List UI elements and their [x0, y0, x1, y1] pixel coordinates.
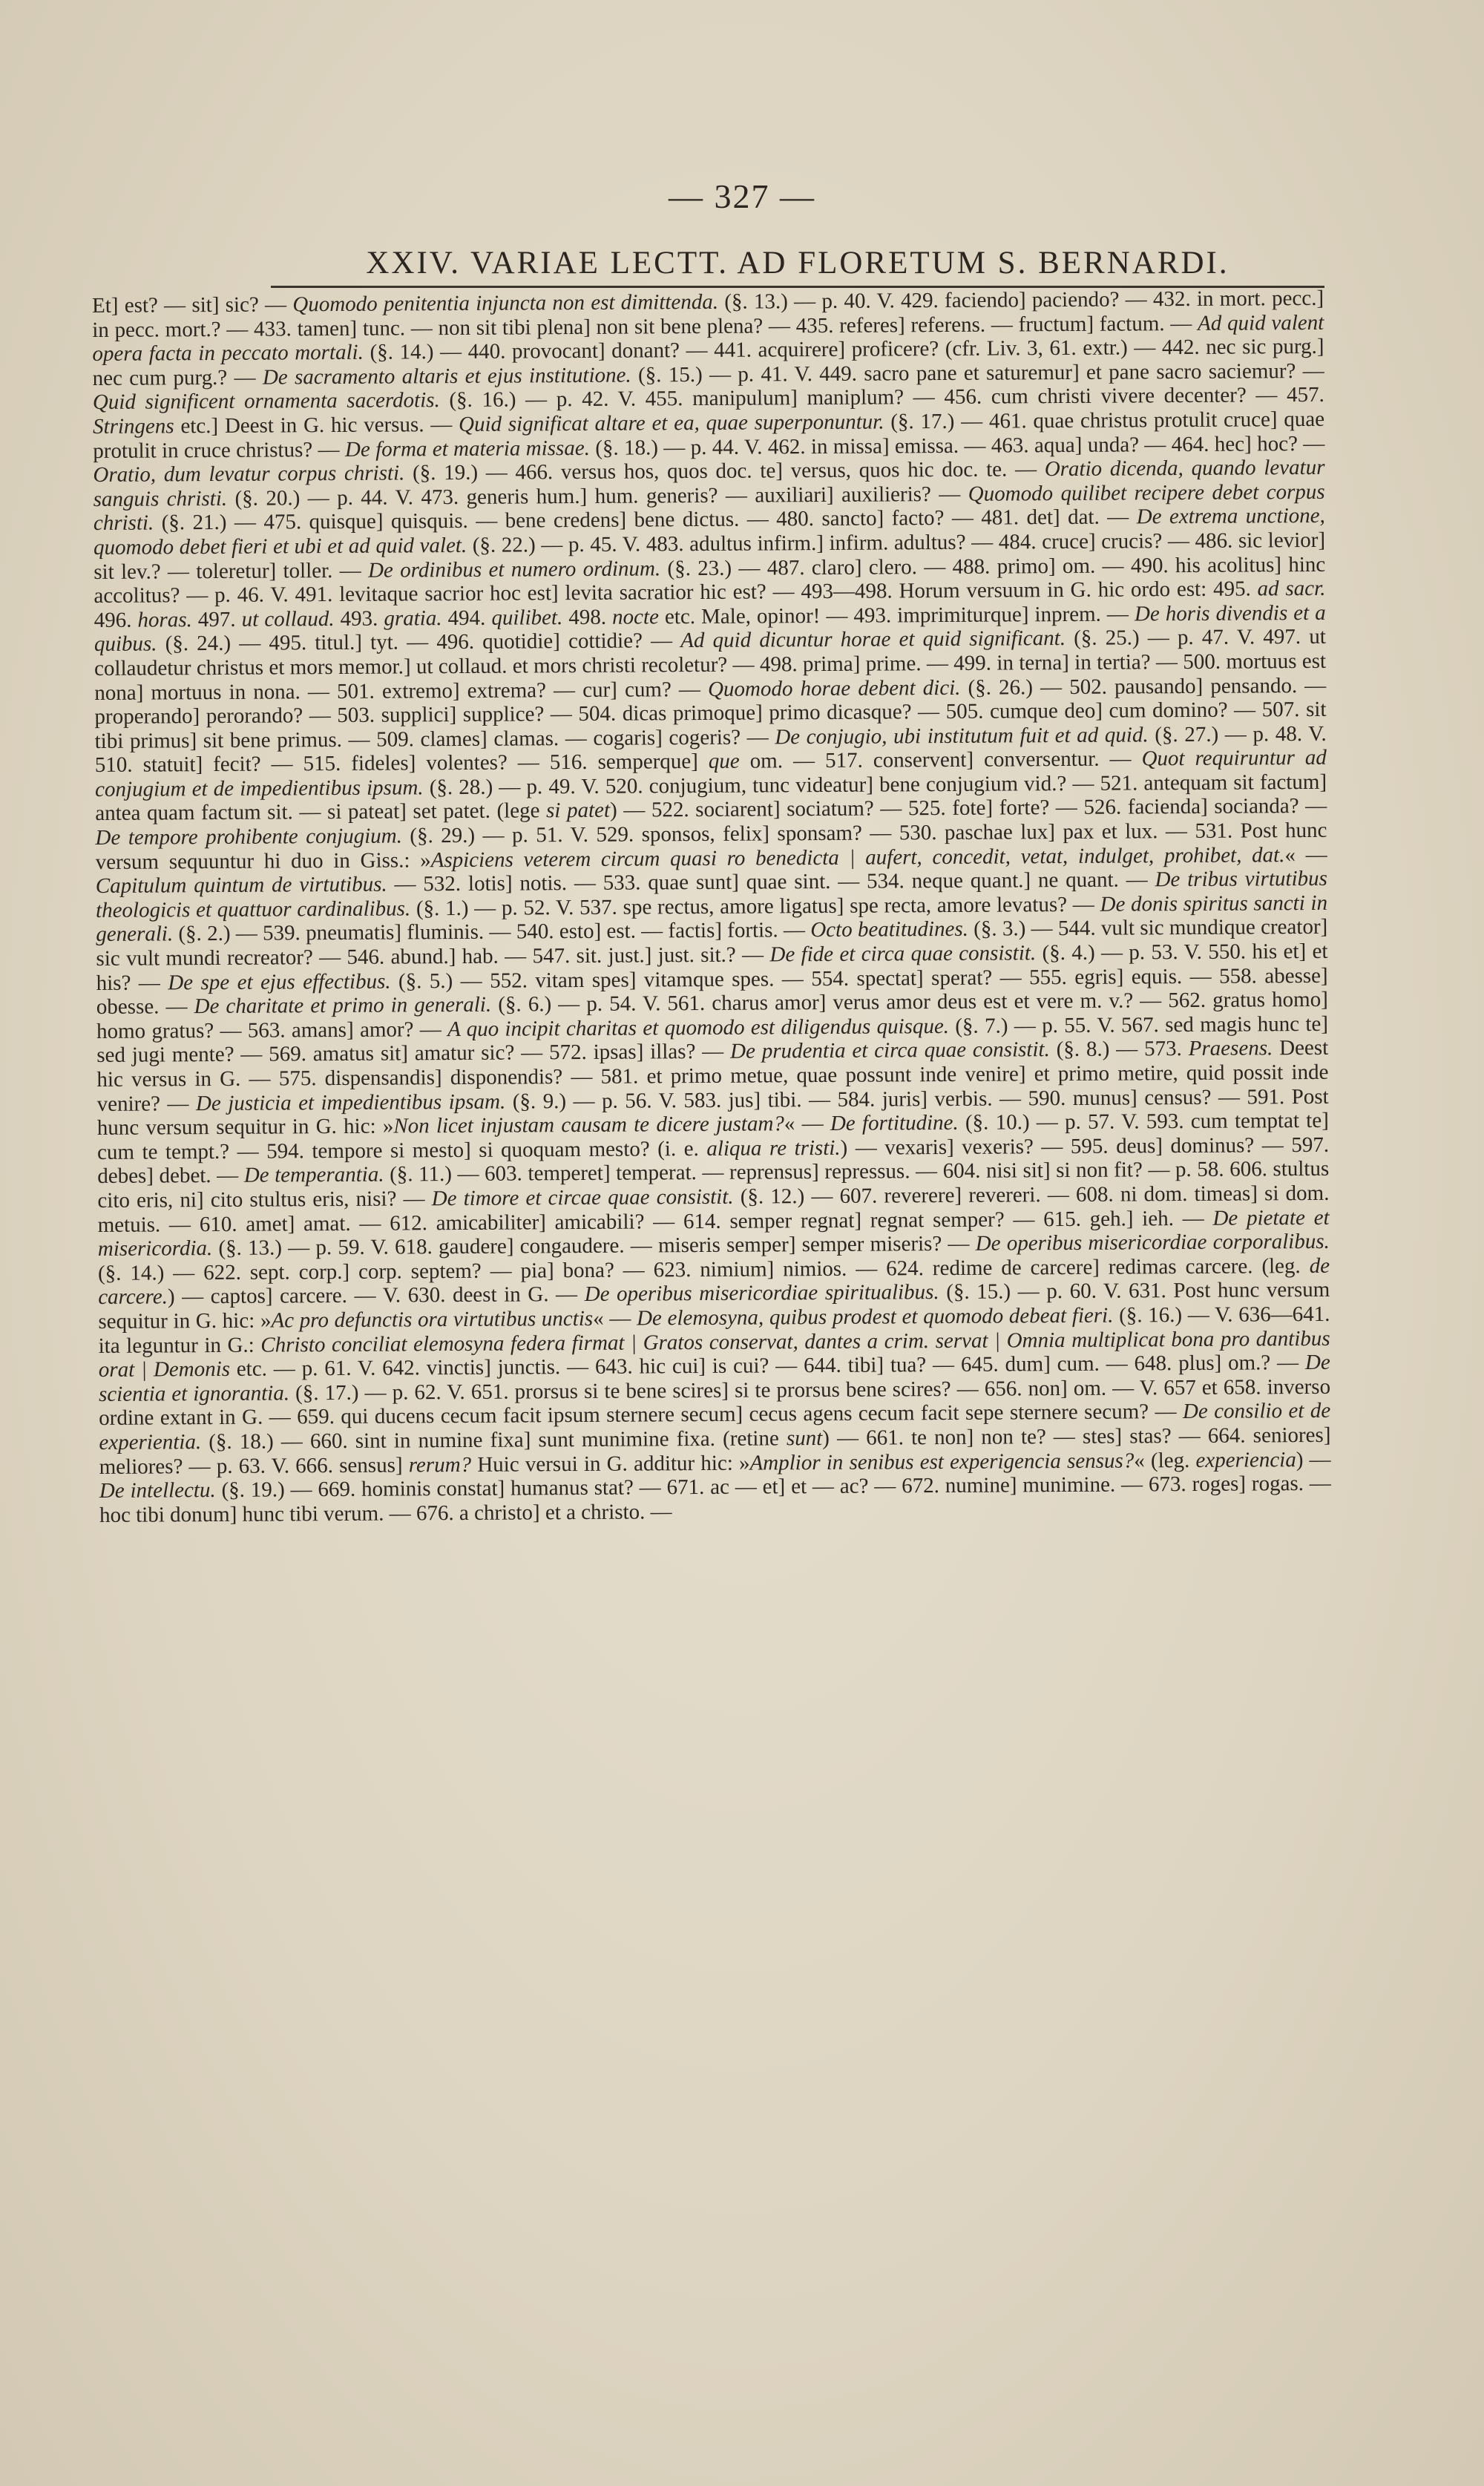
italic-heading-segment: Praesens.	[1188, 1036, 1273, 1061]
italic-heading-segment: Quomodo horae debent dici.	[707, 675, 961, 701]
italic-heading-segment: De elemosyna, quibus prodest et quomodo debeat fieri.	[636, 1303, 1114, 1331]
text-segment: 497.	[191, 607, 242, 632]
text-segment: (§. 28.) — p. 49. V. 520. conjugium, tunc videatur] bene conjugium vid.? — 521. antequam sit factum] antea quam factum sit. — si pateat] set patet. (lege	[95, 770, 1327, 826]
italic-heading-segment: experiencia	[1195, 1447, 1296, 1472]
italic-heading-segment: Ad quid dicuntur horae et quid significant.	[680, 626, 1066, 653]
text-segment: etc. Male, opinor! — 493. imprimiturque] inprem. —	[658, 602, 1135, 629]
italic-heading-segment: De fide et circa quae consistit.	[769, 941, 1037, 967]
text-segment: (§. 10.) — p. 57. V. 593. cum temptat te] cum te tempt.? — 594. tempore si mesto] si quoquam mesto? (i. e.	[96, 1109, 1329, 1164]
text-segment: ) — 661. te non] non te? — stes] stas? — 664. seniores] meliores? — p. 63. V. 666. sensus]	[99, 1423, 1331, 1479]
italic-heading-segment: Octo beatitudines.	[810, 917, 969, 942]
italic-heading-segment: De consilio et de experientia.	[99, 1399, 1331, 1454]
text-segment: (§. 16.) — p. 42. V. 455. manipulum] maniplum? — 456. cum christi vivere decenter? — 457.	[439, 383, 1324, 413]
italic-heading-segment: ut collaud.	[241, 606, 335, 632]
italic-heading-segment: Quid significent ornamenta sacerdotis.	[92, 388, 440, 415]
italic-heading-segment: De tempore prohibente conjugium.	[95, 824, 402, 850]
text-segment: etc. — p. 61. V. 642. vinctis] junctis. — 643. hic cui] is cui? — 644. tibi] tua? — 645. dum] cum. — 648. plus] om.? —	[229, 1351, 1306, 1382]
text-segment: (§. 17.) — 461. quae christus protulit cruce] quae protulit in cruce christus? —	[93, 407, 1325, 463]
text-segment: (§. 23.) — 487. claro] clero. — 488. primo] om. — 490. his acolitus] hinc accolitus? — p. 46. V. 491. levitaque sacrior hoc est] levita sacratior hic est? — 493—498. Horum versuum in G. hic ordo est: 495.	[93, 552, 1326, 609]
italic-heading-segment: de carcere.	[98, 1253, 1330, 1310]
text-segment: (§. 3.) — 544. vult sic mundique creator] sic vult mundi recreator? — 546. abund.] hab. — 547. sit. just.] just. sit.? —	[96, 915, 1328, 971]
text-segment: ) — vexaris] vexeris? — 595. deus] dominus? — 597. debes] debet. —	[97, 1132, 1330, 1189]
italic-heading-segment: Quomodo quilibet recipere debet corpus christi.	[93, 479, 1325, 536]
italic-heading-segment: Ad quid valent opera facta in peccato mortali.	[92, 310, 1324, 367]
text-segment: (§. 20.) — p. 44. V. 473. generis hum.] hum. generis? — auxiliari] auxilieris? —	[227, 482, 968, 511]
italic-heading-segment: ad sacr.	[1257, 576, 1326, 601]
italic-heading-segment: rerum?	[408, 1452, 472, 1477]
italic-heading-segment: nocte	[612, 605, 660, 629]
italic-heading-segment: Amplior in senibus est experigencia sensus?	[749, 1448, 1135, 1475]
text-segment: (§. 9.) — p. 56. V. 583. jus] tibi. — 584. juris] verbis. — 590. munus] census? — 591. Post hunc versum sequitur in G. hic: »	[96, 1084, 1329, 1141]
italic-heading-segment: Non licet injustam causam te dicere justam?	[393, 1112, 784, 1138]
italic-heading-segment: De charitate et primo in generali.	[194, 992, 492, 1019]
italic-heading-segment: Christo conciliat elemosyna federa firmat | Gratos conservat, dantes a crim. servat | Omnia multiplicat bona pro dantibus orat | Demonis	[98, 1326, 1330, 1383]
italic-heading-segment: que	[708, 749, 740, 774]
italic-heading-segment: De donis spiritus sancti in generali.	[96, 891, 1328, 947]
italic-heading-segment: De ordinibus et numero ordinum.	[367, 556, 661, 583]
text-segment: om. — 517. conservent] conversentur. —	[739, 747, 1142, 773]
text-segment: « —	[593, 1306, 637, 1331]
italic-heading-segment: Quot requiruntur ad conjugium et de impedientibus ipsum.	[94, 746, 1327, 801]
italic-heading-segment: De conjugio, ubi institutum fuit et ad quid.	[775, 723, 1149, 750]
text-segment: (§. 8.) — 573.	[1049, 1037, 1189, 1062]
italic-heading-segment: De fortitudine.	[830, 1111, 959, 1136]
text-segment: (§. 15.) — p. 60. V. 631. Post hunc versum sequitur in G. hic: »	[98, 1278, 1330, 1334]
text-segment: (§. 5.) — 552. vitam spes] vitamque spes. — 554. spectat] sperat? — 555. egris] equis. — 558. abesse] obesse. —	[96, 963, 1328, 1020]
text-segment: (§. 27.) — p. 48. V. 510. statuit] fecit? — 515. fideles] volentes? — 516. semperque]	[94, 721, 1327, 778]
italic-heading-segment: De intellectu.	[99, 1478, 216, 1503]
italic-heading-segment: Aspiciens veterem circum quasi ro benedicta | aufert, concedit, vetat, indulget, prohibet, dat.	[430, 842, 1285, 872]
text-segment: etc.] Deest in G. hic versus. —	[174, 412, 459, 439]
text-segment: (§. 17.) — p. 62. V. 651. prorsus si te bene scires] si te prorsus bene scires? — 656. non] om. — V. 657 et 658. inverso ordine extant in G. — 659. qui ducens cecum facit ipsum sternere secum] cecus agens cecum facit sepe sternere secum? —	[99, 1374, 1331, 1431]
italic-heading-segment: De forma et materia missae.	[344, 436, 591, 462]
italic-heading-segment: horas.	[137, 607, 192, 632]
text-segment: (§. 13.) — p. 59. V. 618. gaudere] congaudere. — miseris semper] semper miseris? —	[212, 1231, 976, 1261]
text-segment: 498.	[562, 605, 613, 629]
italic-heading-segment: Oratio dicenda, quando levatur sanguis christi.	[93, 456, 1325, 511]
text-segment: (§. 29.) — p. 51. V. 529. sponsos, felix] sponsam? — 530. paschae lux] pax et lux. — 531. Post hunc versum sequuntur hi duo in Giss.: »	[95, 818, 1327, 874]
italic-heading-segment: De extrema unctione, quomodo debet fieri et ubi et ad quid valet.	[93, 504, 1325, 560]
text-segment: ) — captos] carcere. — V. 630. deest in G. —	[167, 1282, 585, 1309]
italic-heading-segment: Stringens	[92, 414, 174, 439]
italic-heading-segment: gratia.	[384, 606, 442, 631]
text-segment: (§. 21.) — 475. quisque] quisquis. — bene credens] bene dictus. — 480. sancto] facto? — 481. det] dat. —	[154, 505, 1137, 535]
italic-heading-segment: De justicia et impedientibus ipsam.	[195, 1089, 506, 1115]
text-segment: (§. 7.) — p. 55. V. 567. sed magis hunc te] sed jugi mente? — 569. amatus sit] amatur sic? — 572. ipsas] illas? —	[96, 1011, 1329, 1068]
italic-heading-segment: quilibet.	[491, 605, 563, 630]
text-segment: (§. 1.) — p. 52. V. 537. spe rectus, amore ligatus] spe recta, amore levatus? —	[410, 892, 1100, 921]
text-segment: (§. 19.) — 466. versus hos, quos doc. te] versus, quos hic doc. te. —	[404, 457, 1045, 485]
text-segment: (§. 18.) — 660. sint in numine fixa] sunt munimine fixa. (retine	[201, 1426, 787, 1454]
text-segment: (§. 6.) — p. 54. V. 561. charus amor] verus amor deus est et vere m. v.? — 562. gratus homo] homo gratus? — 563. amans] amor? —	[96, 988, 1328, 1043]
text-segment: (§. 11.) — 603. temperet] temperat. — reprensus] repressus. — 604. nisi sit] si non fit? — p. 58. 606. stultus cito eris, ni] cito stultus eris, nisi? —	[97, 1157, 1330, 1213]
italic-heading-segment: Quid significat altare et ea, quae superponuntur.	[458, 410, 884, 436]
italic-heading-segment: sunt	[786, 1426, 823, 1451]
text-segment: (§. 4.) — p. 53. V. 550. his et] et his? —	[96, 939, 1328, 995]
text-segment: Huic versui in G. additur hic: »	[470, 1451, 750, 1477]
text-segment: « —	[1284, 842, 1327, 867]
text-segment: (§. 22.) — p. 45. V. 483. adultus infirm.] infirm. adultus? — 484. cruce] crucis? — 486. sic levior] sit lev.? — toleretur] toller. —	[93, 528, 1326, 584]
italic-heading-segment: De prudentia et circa quae consistit.	[730, 1037, 1050, 1064]
text-segment: (§. 12.) — 607. reverere] revereri. — 608. ni dom. timeas] si dom. metuis. — 610. amet] amat. — 612. amicabiliter] amicabili? — 614. semper regnat] regnat semper? — 615. geh.] ieh. —	[97, 1181, 1330, 1237]
italic-heading-segment: Capitulum quintum de virtutibus.	[95, 872, 387, 899]
text-segment: (§. 15.) — p. 41. V. 449. sacro pane et saturemur] et pane sacro saciemur? —	[631, 358, 1324, 387]
text-segment: 494.	[441, 606, 492, 630]
italic-heading-segment: De horis divendis et a quibus.	[93, 600, 1326, 657]
text-paragraph	[92, 286, 1331, 1527]
text-segment: 496.	[93, 608, 138, 632]
text-segment: (§. 2.) — 539. pneumatis] fluminis. — 540. esto] est. — factis] fortis. —	[173, 918, 811, 946]
text-segment: 493.	[334, 606, 384, 631]
text-segment: (§. 14.) — 622. sept. corp.] corp. septem? — pia] bona? — 623. nimium] nimios. — 624. redime de carcere] redimas carcere. (leg.	[97, 1253, 1310, 1285]
italic-heading-segment: De operibus misericordiae corporalibus.	[975, 1229, 1330, 1256]
italic-heading-segment: De scientia et ignorantia.	[98, 1350, 1330, 1406]
text-segment: (§. 26.) — 502. pausando] pensando. — properando] perorando? — 503. supplici] supplice? — 504. dicas primoque] primo dicasque? — 505. cumque deo] cum domino? — 507. sit tibi primus] sit bene primus. — 509. clames] clamas. — cogaris] cogeris? —	[94, 673, 1327, 753]
italic-heading-segment: Oratio, dum levatur corpus christi.	[93, 461, 405, 488]
text-segment: (§. 24.) — 495. titul.] tyt. — 496. quotidie] cottidie? —	[157, 629, 681, 656]
italic-heading-segment: Quomodo penitentia injuncta non est dimittenda.	[292, 289, 719, 317]
section-title: XXIV. VARIAE LECTT. AD FLORETUM S. BERNARDI.	[271, 245, 1324, 288]
text-segment: (§. 13.) — p. 40. V. 429. faciendo] paciendo? — 432. in mort. pecc.] in pecc. mort.? — 433. tamen] tunc. — non sit tibi plena] non sit bene plena? — 435. referes] referens. — fructum] factum. —	[92, 286, 1324, 342]
text-segment: — 532. lotis] notis. — 533. quae sunt] quae sint. — 534. neque quant.] ne quant. —	[387, 868, 1155, 896]
variant-readings-text	[92, 286, 1331, 1527]
text-segment: (§. 14.) — 440. provocant] donant? — 441. acquirere] proficere? (cfr. Liv. 3, 61. extr.) — 442. nec sic purg.] nec cum purg.? —	[92, 335, 1324, 390]
italic-heading-segment: De sacramento altaris et ejus institutione.	[262, 363, 631, 390]
text-segment: « —	[784, 1112, 831, 1136]
text-segment: Et] est? — sit] sic? —	[92, 292, 293, 318]
italic-heading-segment: De tribus virtutibus theologicis et quattuor cardinalibus.	[95, 867, 1327, 922]
text-segment: (§. 25.) — p. 47. V. 497. ut collaudetur christus et mors memor.] ut collaud. et mors christi recoletur? — 498. prima] prime. — 499. in terna] in tertia? — 500. mortuus est nona] mortuus in nona. — 501. extremo] extrema? — cur] cum? —	[93, 625, 1327, 705]
italic-heading-segment: De pietate et misericordia.	[97, 1205, 1330, 1262]
italic-heading-segment: A quo incipit charitas et quomodo est diligendus quisque.	[447, 1014, 950, 1041]
italic-heading-segment: De temperantia.	[243, 1162, 384, 1188]
page-number: — 327 —	[669, 177, 815, 215]
text-segment: « (leg.	[1134, 1448, 1196, 1472]
italic-heading-segment: aliqua re tristi.	[706, 1135, 841, 1161]
text-segment: (§. 19.) — 669. hominis constat] humanus stat? — 671. ac — et] et — ac? — 672. numine] munimine. — 673. roges] rogas. — hoc tibi donum] hunc tibi verum. — 676. a christo] et a christo. —	[99, 1471, 1331, 1527]
italic-heading-segment: Ac pro defunctis ora virtutibus unctis	[271, 1306, 594, 1333]
text-segment: (§. 18.) — p. 44. V. 462. in missa] emissa. — 463. aqua] unda? — 464. hec] hoc? —	[589, 431, 1325, 460]
text-segment: ) — 522. sociarent] sociatum? — 525. fote] forte? — 526. facienda] socianda? —	[609, 794, 1327, 823]
italic-heading-segment: si patet	[545, 798, 611, 823]
text-segment: Deest hic versus in G. — 575. dispensandis] disponendis? — 581. et primo metue, quae possunt inde venire] et primo metire, quid possit inde venire? —	[96, 1036, 1329, 1116]
italic-heading-segment: De spe et ejus effectibus.	[168, 969, 391, 995]
italic-heading-segment: De timore et circae quae consistit.	[431, 1184, 734, 1211]
text-segment: (§. 16.) — V. 636—641. ita leguntur in G.:	[98, 1302, 1330, 1358]
italic-heading-segment: De operibus misericordiae spiritualibus.	[584, 1280, 939, 1307]
text-segment: ) —	[1296, 1447, 1331, 1472]
